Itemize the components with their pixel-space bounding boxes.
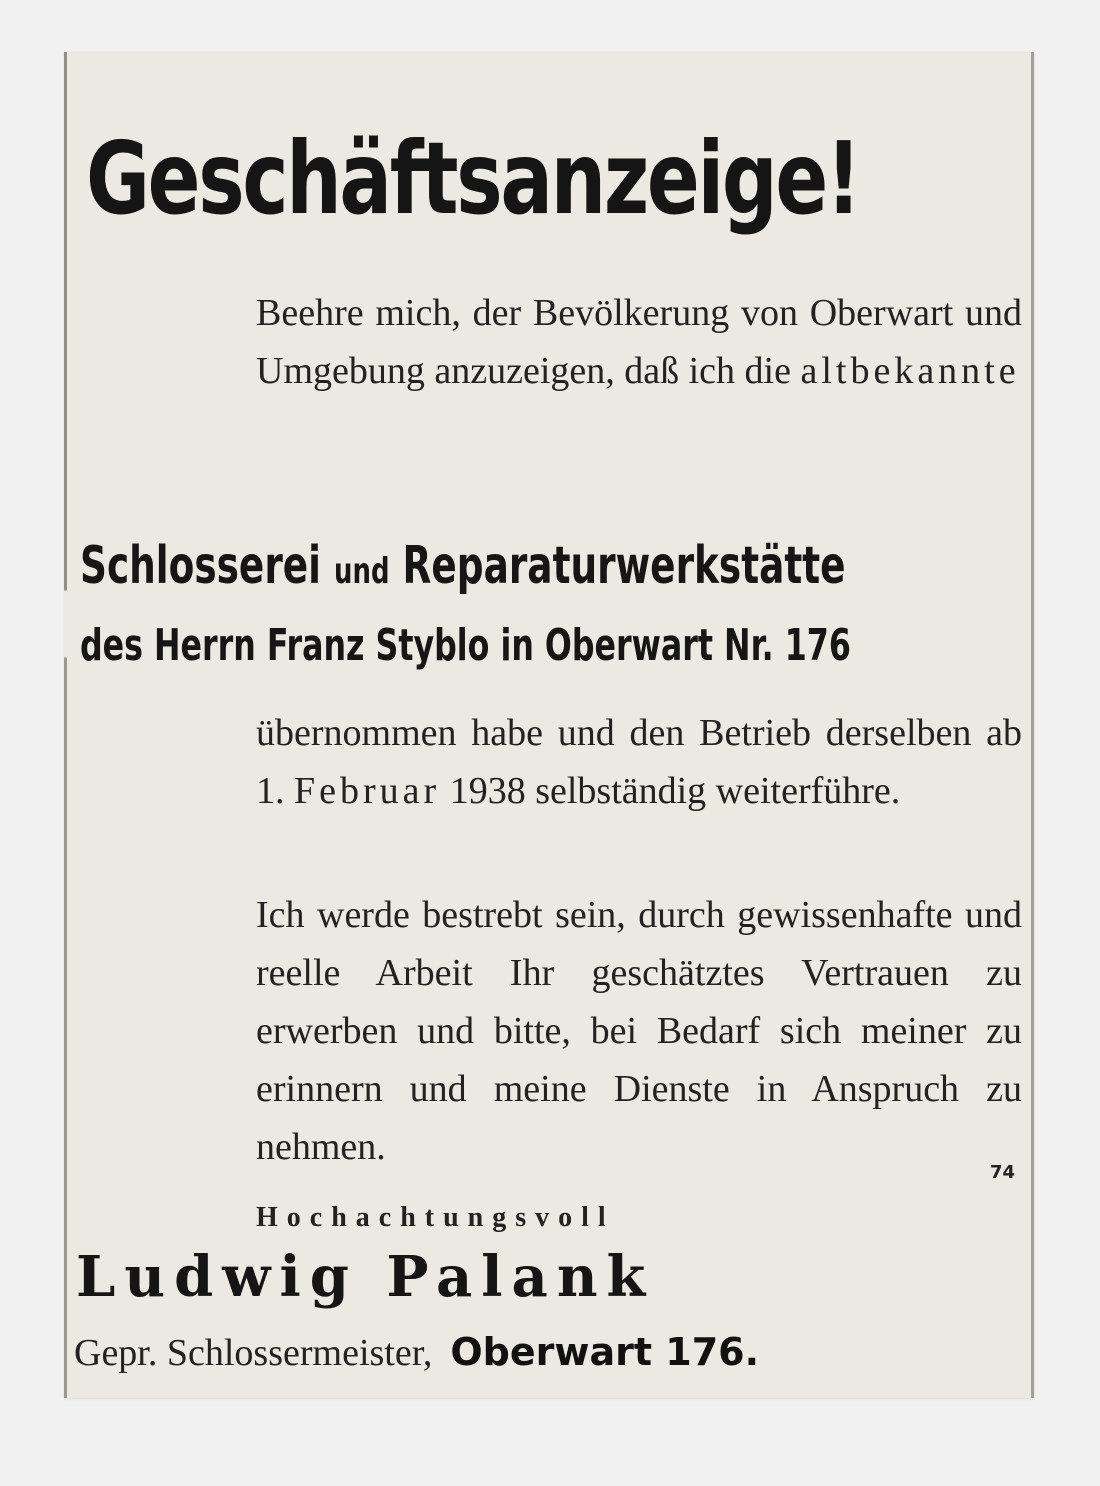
business-name-b: Reparaturwerkstätte bbox=[402, 536, 846, 596]
intro-text: Beehre mich, der Bevölkerung von Oberwart und Umgebung anzuzeigen, daß ich die bbox=[256, 292, 1022, 392]
business-owner-line: des Herrn Franz Styblo in Oberwart Nr. 176 bbox=[80, 620, 851, 671]
ad-reference-number: 74 bbox=[990, 1162, 1016, 1183]
clipping-right-edge bbox=[1031, 52, 1034, 1398]
takeover-text-after: 1938 selbständig weiterführe. bbox=[449, 770, 901, 812]
intro-paragraph bbox=[256, 284, 1022, 400]
business-name-a: Schlosserei bbox=[80, 536, 322, 596]
intro-emphasis: altbekannte bbox=[800, 350, 1020, 392]
signature-address: Oberwart 176. bbox=[450, 1330, 760, 1374]
business-name-line bbox=[80, 534, 846, 604]
business-name-conj: und bbox=[334, 551, 390, 592]
signature-name: Ludwig Palank bbox=[76, 1244, 655, 1310]
signature-title-line bbox=[74, 1330, 1014, 1375]
ad-headline: Geschäftsanzeige! bbox=[86, 120, 860, 237]
closing-salutation: Hochachtungsvoll bbox=[256, 1202, 615, 1233]
newspaper-clipping bbox=[64, 52, 1034, 1398]
takeover-paragraph bbox=[256, 704, 1022, 820]
promise-paragraph: Ich werde bestrebt sein, durch gewissenhafte und reelle Arbeit Ihr geschätztes Vertrauen zu erwerben und bitte, bei Bedarf sich meiner zu erinnern und meine Dienste in Anspruch zu nehmen. bbox=[256, 894, 1022, 1168]
takeover-date-emphasis: Februar bbox=[294, 770, 441, 812]
takeover-text-before: übernommen habe und den Betrieb derselben ab 1. bbox=[256, 712, 1022, 812]
clipping-left-edge bbox=[64, 52, 67, 1398]
signature-role: Gepr. Schlossermeister, bbox=[74, 1332, 433, 1374]
